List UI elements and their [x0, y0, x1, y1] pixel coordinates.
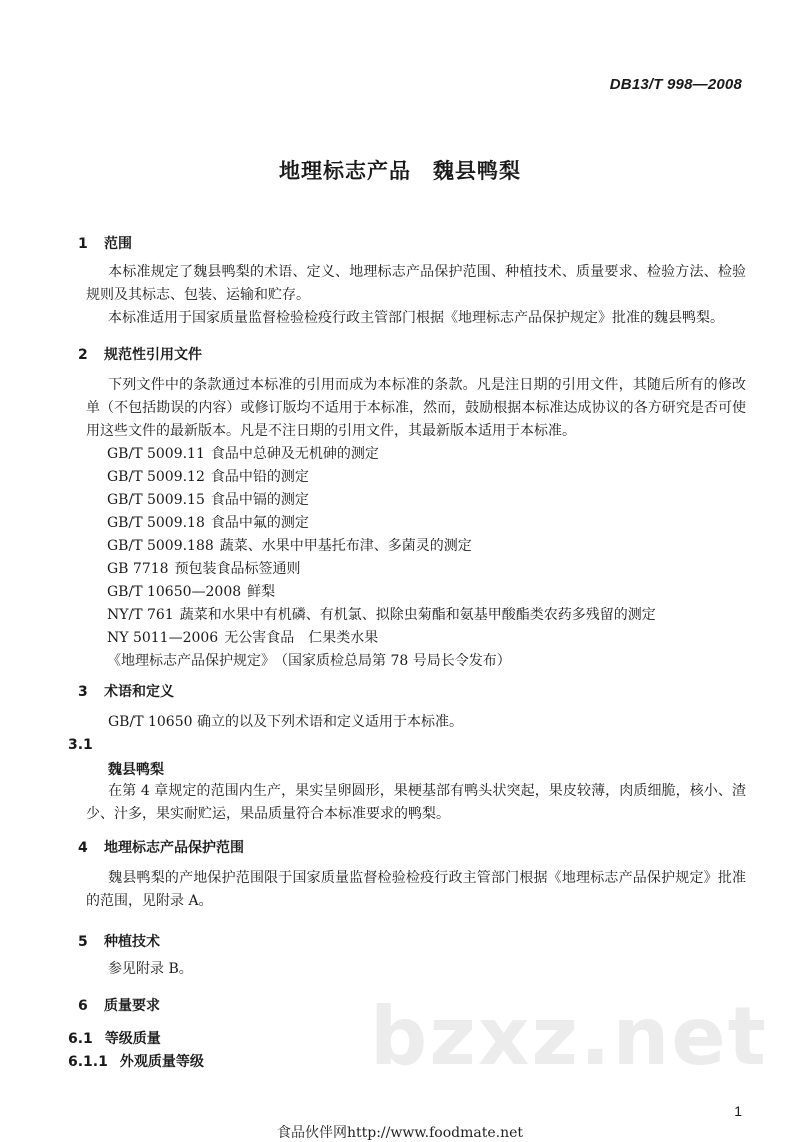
term-definition: 在第 4 章规定的范围内生产，果实呈卵圆形，果梗基部有鸭头状突起，果皮较薄，肉质细脆，核小、渣少、汁多，果实耐贮运，果品质量符合本标准要求的鸭梨。 [86, 783, 746, 822]
reference-item: GB 7718 预包装食品标签通则 [107, 561, 301, 577]
reference-item: GB/T 5009.12 食品中铅的测定 [107, 469, 309, 485]
section-4-heading [78, 837, 244, 857]
section-6-heading [78, 995, 160, 1015]
section-3-paragraph-1: GB/T 10650 确立的以及下列术语和定义适用于本标准。 [108, 714, 463, 730]
section-title: 种植技术 [104, 934, 160, 950]
section-title: 质量要求 [104, 998, 160, 1014]
reference-item: GB/T 10650—2008 鲜梨 [107, 584, 276, 600]
section-1-heading [78, 233, 132, 253]
section-number: 5 [78, 934, 88, 950]
section-number: 1 [78, 236, 88, 252]
footer-source: 食品伙伴网http://www.foodmate.net [276, 1125, 524, 1141]
reference-item: GB/T 5009.11 食品中总砷及无机砷的测定 [107, 446, 379, 462]
reference-item: NY/T 761 蔬菜和水果中有机磷、有机氯、拟除虫菊酯和氨基甲酸酯类农药多残留的测定 [107, 607, 656, 623]
subsection-6-1-heading: 6.1 等级质量 [68, 1031, 161, 1047]
section-3-heading [78, 681, 174, 701]
page-title: 地理标志产品 魏县鸭梨 [279, 159, 521, 183]
page-number: 1 [734, 1103, 742, 1119]
section-1-paragraph-2: 本标准适用于国家质量监督检验检疫行政主管部门根据《地理标志产品保护规定》批准的魏县鸭梨。 [108, 310, 724, 326]
reference-item: GB/T 5009.18 食品中氟的测定 [107, 515, 309, 531]
subsection-6-1-1-heading: 6.1.1 外观质量等级 [68, 1054, 204, 1070]
normative-references-list [107, 443, 656, 673]
section-5-heading [78, 931, 160, 951]
reference-item: GB/T 5009.15 食品中镉的测定 [107, 492, 309, 508]
section-5-paragraph-1: 参见附录 B。 [108, 961, 193, 977]
section-title: 范围 [104, 236, 132, 252]
section-2-paragraph-1: 下列文件中的条款通过本标准的引用而成为本标准的条款。凡是注日期的引用文件，其随后所有的修改单（不包括勘误的内容）或修订版均不适用于本标准，然而，鼓励根据本标准达成协议的各方研究是否可使用这些文件的最新版本。凡是不注日期的引用文件，其最新版本适用于本标准。 [86, 377, 746, 439]
section-number: 6 [78, 998, 88, 1014]
watermark: bzxz.net [370, 990, 768, 1083]
document-code: DB13/T 998—2008 [609, 76, 742, 93]
reference-item: 《地理标志产品保护规定》 （国家质检总局第 78 号局长令发布） [107, 653, 511, 669]
subsection-3-1-number: 3.1 [68, 737, 93, 753]
section-title: 术语和定义 [104, 684, 174, 700]
term-heading: 魏县鸭梨 [108, 762, 164, 778]
section-number: 3 [78, 684, 88, 700]
section-title: 地理标志产品保护范围 [104, 840, 244, 856]
reference-item: NY 5011—2006 无公害食品 仁果类水果 [107, 630, 379, 646]
reference-item: GB/T 5009.188 蔬菜、水果中甲基托布津、多菌灵的测定 [107, 538, 472, 554]
section-4-paragraph-1: 魏县鸭梨的产地保护范围限于国家质量监督检验检疫行政主管部门根据《地理标志产品保护规定》批准的范围，见附录 A。 [86, 870, 746, 909]
section-title: 规范性引用文件 [104, 347, 202, 363]
section-2-heading [78, 344, 202, 364]
section-number: 4 [78, 840, 88, 856]
section-1-paragraph-1: 本标准规定了魏县鸭梨的术语、定义、地理标志产品保护范围、种植技术、质量要求、检验方法、检验规则及其标志、包装、运输和贮存。 [86, 264, 746, 303]
section-number: 2 [78, 347, 88, 363]
